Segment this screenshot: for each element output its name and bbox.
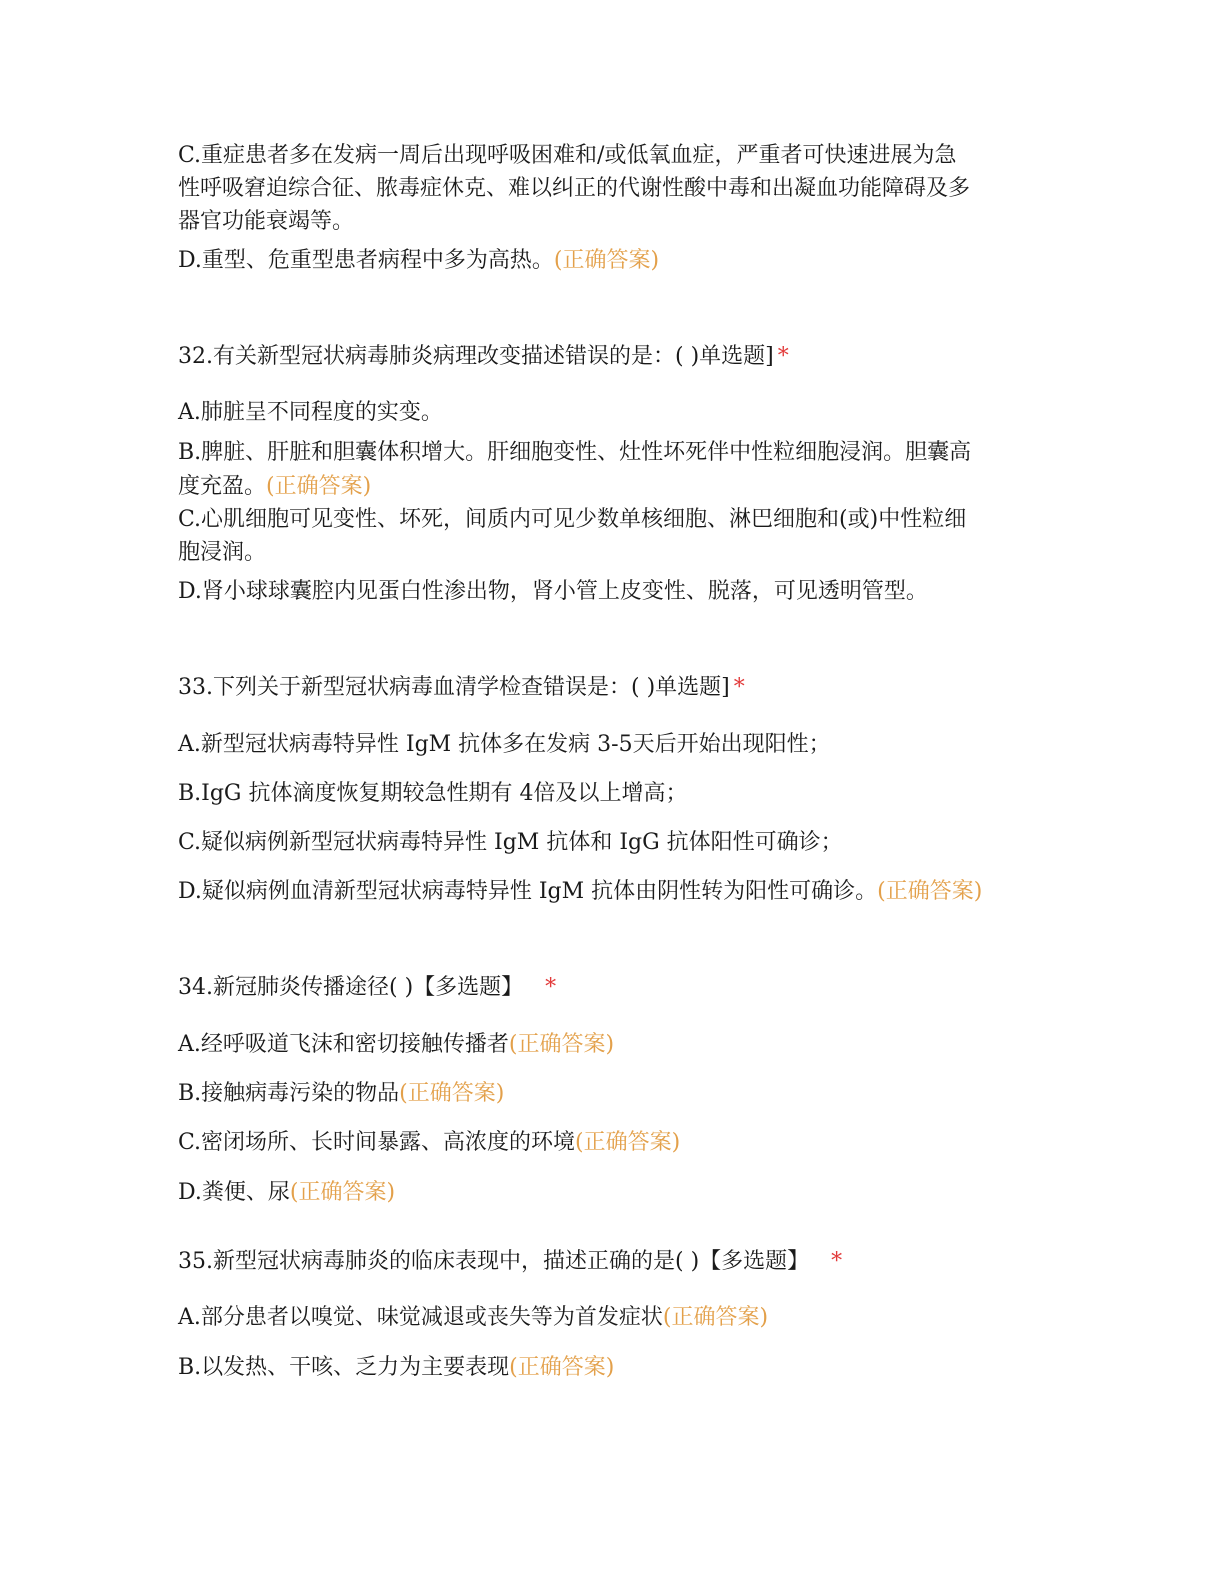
correct-answer-mark: (正确答案) <box>266 474 372 499</box>
option-text: C.密闭场所、长时间暴露、高浓度的环境 <box>178 1130 576 1155</box>
correct-answer-mark: (正确答案) <box>575 1130 681 1155</box>
q34-option-b <box>178 1077 1048 1110</box>
q34-option-d <box>178 1176 1048 1209</box>
option-text: D.重型、危重型患者病程中多为高热。 <box>178 248 554 273</box>
option-text: 度充盈。 <box>178 474 267 499</box>
q33-question <box>178 671 1048 704</box>
correct-answer-mark: (正确答案) <box>399 1081 505 1106</box>
q31-option-c-line-1: C.重症患者多在发病一周后出现呼吸困难和/或低氧血症，严重者可快速进展为急 <box>178 143 957 168</box>
correct-answer-mark: (正确答案) <box>508 1032 615 1057</box>
option-text: D.疑似病例血清新型冠状病毒特异性 IgM 抗体由阴性转为阳性可确诊。 <box>178 879 878 904</box>
q34-option-c <box>178 1126 1048 1159</box>
option-text: B.以发热、干咳、乏力为主要表现 <box>178 1355 510 1380</box>
correct-answer-mark: (正确答案) <box>509 1355 615 1380</box>
q32-option-c-line-1: C.心肌细胞可见变性、坏死，间质内可见少数单核细胞、淋巴细胞和(或)中性粒细 <box>178 507 967 532</box>
q32-question <box>178 340 1048 373</box>
correct-answer-mark: (正确答案) <box>553 248 660 273</box>
option-text: A.经呼吸道飞沫和密切接触传播者 <box>178 1032 509 1057</box>
required-mark: * <box>831 1249 843 1274</box>
q32-option-b-line-2 <box>178 470 1048 503</box>
required-mark: * <box>777 344 789 369</box>
q31-option-c-line-3: 器官功能衰竭等。 <box>178 209 355 234</box>
q35-option-b <box>178 1351 1048 1384</box>
correct-answer-mark: (正确答案) <box>662 1305 769 1330</box>
question-text: 32.有关新型冠状病毒肺炎病理改变描述错误的是：( )单选题] <box>178 344 774 369</box>
q32-option-c-line-2: 胞浸润。 <box>178 540 267 565</box>
q31-option-d <box>178 244 1048 277</box>
q32-option-b-line-1: B.脾脏、肝脏和胆囊体积增大。肝细胞变性、灶性坏死伴中性粒细胞浸润。胆囊高 <box>178 440 972 465</box>
q33-option-c: C.疑似病例新型冠状病毒特异性 IgM 抗体和 IgG 抗体阳性可确诊； <box>178 830 843 855</box>
q34-option-a <box>178 1028 1048 1061</box>
option-text: B.接触病毒污染的物品 <box>178 1081 400 1106</box>
required-mark: * <box>733 675 745 700</box>
q33-option-a: A.新型冠状病毒特异性 IgM 抗体多在发病 3-5天后开始出现阳性； <box>178 732 831 757</box>
q35-question <box>178 1245 1048 1278</box>
q33-option-d <box>178 875 1048 908</box>
correct-answer-mark: (正确答案) <box>877 879 983 904</box>
question-text: 33.下列关于新型冠状病毒血清学检查错误是：( )单选题] <box>178 675 730 700</box>
q34-question <box>178 971 1048 1004</box>
option-text: A.部分患者以嗅觉、味觉减退或丧失等为首发症状 <box>178 1305 663 1330</box>
q32-option-d: D.肾小球球囊腔内见蛋白性渗出物，肾小管上皮变性、脱落，可见透明管型。 <box>178 579 928 604</box>
q35-option-a <box>178 1301 1048 1334</box>
correct-answer-mark: (正确答案) <box>289 1180 396 1205</box>
option-text: D.粪便、尿 <box>178 1180 290 1205</box>
q33-option-b: B.IgG 抗体滴度恢复期较急性期有 4倍及以上增高； <box>178 781 688 806</box>
question-text: 34.新冠肺炎传播途径( )【多选题】 <box>178 975 524 1000</box>
q31-option-c-line-2: 性呼吸窘迫综合征、脓毒症休克、难以纠正的代谢性酸中毒和出凝血功能障碍及多 <box>178 176 971 201</box>
q32-option-a: A.肺脏呈不同程度的实变。 <box>178 400 443 425</box>
required-mark: * <box>545 975 557 1000</box>
question-text: 35.新型冠状病毒肺炎的临床表现中，描述正确的是( )【多选题】 <box>178 1249 810 1274</box>
